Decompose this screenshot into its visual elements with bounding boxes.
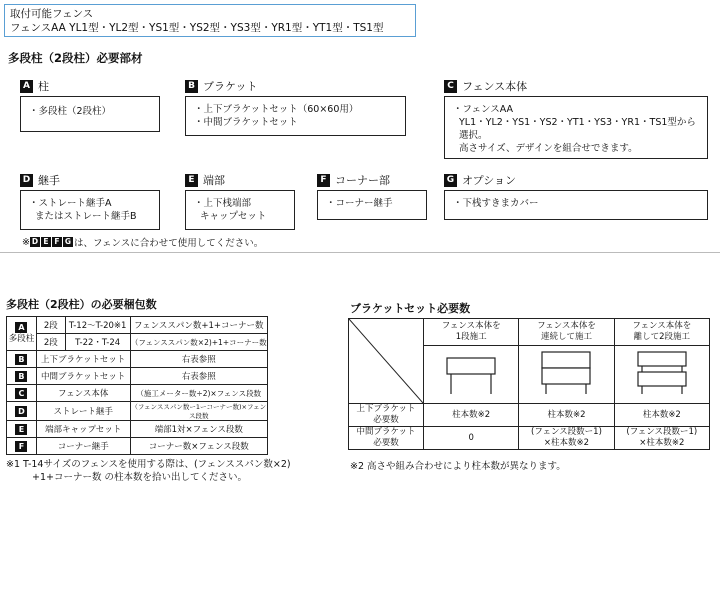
part-c-item: 高さサイズ、デザインを組合せできます。 [459,143,638,154]
pack-cell: 上下ブラケットセット [36,351,130,368]
part-f-badge: F [317,174,330,187]
part-d-item: またはストレート継手B [35,211,137,222]
footnote-line: +1+コーナー数 の柱本数を拾い出してください。 [32,472,247,483]
bracket-cell: 柱本数※2 [424,404,519,427]
pack-cell: T-22・T-24 [65,334,130,351]
bracket-row-head: 中間ブラケット 必要数 [349,427,424,450]
fence-diagram-cell [614,346,709,404]
pack-cell: 2段 [36,334,65,351]
fence-diagram-cell [519,346,614,404]
note-mark: ※ [22,236,30,248]
pillar-name: 多段柱 [8,334,35,344]
part-a-badge: A [20,80,33,93]
pack-cell: フェンス本体 [36,385,130,402]
note-badge-g: G [64,237,72,246]
note-badge-e: E [41,237,51,247]
pack-cell: （フェンススパン数×2)+1+コーナー数 [130,334,267,351]
pack-badge: E [15,424,27,435]
compatible-fence-title: 取付可能フェンス [10,8,94,20]
pack-cell: （フェンススパン数ー1ーコーナー数)×フェンス段数 [131,403,267,420]
part-b-badge: B [185,80,198,93]
part-g-label [444,172,516,188]
pack-cell: フェンススパン数+1+コーナー数 [130,317,267,334]
note-badge-d: D [31,237,39,246]
part-e-label [185,172,225,188]
bracket-col-head: フェンス本体を 離して2段施工 [614,319,709,346]
bracket-corner-cell [349,319,424,404]
part-b-label [185,78,257,94]
bracket-cell: 柱本数※2 [519,404,614,427]
pack-cell: T-12～T-20※1 [65,317,130,334]
diagonal-line [349,319,423,403]
bracket-table [348,318,710,450]
part-d-box [20,190,160,230]
pack-cell: 中間ブラケットセット [36,368,130,385]
table-row [349,319,710,346]
part-c-item: ・フェンスAA [453,104,514,115]
pack-badge-cell [7,368,37,385]
part-a-box [20,96,160,132]
part-c-box [444,96,708,159]
part-c-name: フェンス本体 [462,80,528,93]
note-badge-f: F [52,237,62,247]
part-c-item: YL1・YL2・YS1・YS2・YT1・YS3・YR1・TS1型から選択。 [459,117,696,141]
part-d-item: ・ストレート継手A [29,198,112,209]
pack-cell: ストレート継手 [36,402,130,421]
pack-cell: 端部1対×フェンス段数 [130,421,267,438]
pack-cell: 右表参照 [130,368,267,385]
pack-badge: B [15,371,27,382]
pack-badge-cell [7,421,37,438]
table-row [7,317,268,334]
fence-continuous-icon [536,348,596,398]
part-g-box [444,190,708,220]
bracket-cell: 0 [424,427,519,450]
bracket-cell: (フェンス段数ー1) ×柱本数※2 [614,427,709,450]
pack-badge-a: A [15,322,27,333]
pack-badge-cell [7,402,37,421]
pack-cell: 端部キャップセット [36,421,130,438]
part-a-name: 柱 [38,80,49,93]
part-b-name: ブラケット [203,80,258,93]
pack-badge: F [15,441,27,452]
part-g-badge: G [444,174,457,187]
table-row [7,438,268,455]
table-row [7,402,268,421]
pack-cell: 右表参照 [130,351,267,368]
pack-badge-cell [7,351,37,368]
package-table [6,316,268,455]
pack-badge: C [15,388,27,399]
pack-cell: コーナー継手 [36,438,130,455]
table-row [7,368,268,385]
pack-cell: （施工メーター数÷2)×フェンス段数 [130,385,267,402]
part-g-name: オプション [462,174,517,187]
part-d-label [20,172,60,188]
fence-separated-icon [632,348,692,398]
part-e-item: ・上下桟端部 [194,198,252,209]
part-a-item: ・多段柱（2段柱） [29,106,112,117]
footnote-line: ※1 T-14サイズのフェンスを使用する際は、(フェンススパン数×2) [6,459,291,470]
bracket-cell: 柱本数※2 [614,404,709,427]
part-e-box [185,190,295,230]
required-parts-title: 多段柱（2段柱）必要部材 [8,51,143,65]
package-footnote [6,458,336,484]
bracket-cell: (フェンス段数ー1) ×柱本数※2 [519,427,614,450]
section-divider [0,252,720,253]
part-g-item: ・下桟すきまカバー [453,198,539,209]
table-row [349,404,710,427]
part-c-label [444,78,527,94]
pack-badge-cell [7,438,37,455]
part-e-item: キャップセット [200,211,267,222]
package-count-title: 多段柱（2段柱）の必要梱包数 [6,298,157,311]
note-text: は、フェンスに合わせて使用してください。 [73,238,264,249]
bracket-footnote: ※2 高さや組み合わせにより柱本数が異なります。 [350,461,566,472]
compatible-fence-list: フェンスAA YL1型・YL2型・YS1型・YS2型・YS3型・YR1型・YT1型・TS1型 [10,22,384,34]
part-e-name: 端部 [203,174,225,187]
parts-note [22,235,263,249]
part-d-badge: D [20,174,33,187]
part-a-label [20,78,49,94]
compatible-fence-box [4,4,416,37]
pack-cell: コーナー数×フェンス段数 [130,438,267,455]
pillar-cell [7,317,37,351]
part-b-box [185,96,406,136]
bracket-col-head: フェンス本体を 1段施工 [424,319,519,346]
pack-cell: 2段 [36,317,65,334]
pack-badge: B [15,354,27,365]
part-b-item: ・中間ブラケットセット [194,117,298,128]
pack-badge-cell [7,385,37,402]
part-f-box [317,190,427,220]
bracket-col-head: フェンス本体を 連続して施工 [519,319,614,346]
part-f-label [317,172,390,188]
part-f-name: コーナー部 [335,174,390,187]
table-row [7,385,268,402]
part-d-name: 継手 [38,174,60,187]
part-f-item: ・コーナー継手 [326,198,393,209]
bracket-count-title: ブラケットセット必要数 [350,302,471,315]
part-b-item: ・上下ブラケットセット（60×60用） [194,104,359,115]
pack-badge: D [15,406,27,417]
fence-diagram-cell [424,346,519,404]
table-row [7,351,268,368]
table-row [7,421,268,438]
table-row [349,427,710,450]
table-row [7,334,268,351]
part-e-badge: E [185,174,198,187]
part-c-badge: C [444,80,457,93]
fence-one-tier-icon [441,348,501,398]
bracket-row-head: 上下ブラケット 必要数 [349,404,424,427]
